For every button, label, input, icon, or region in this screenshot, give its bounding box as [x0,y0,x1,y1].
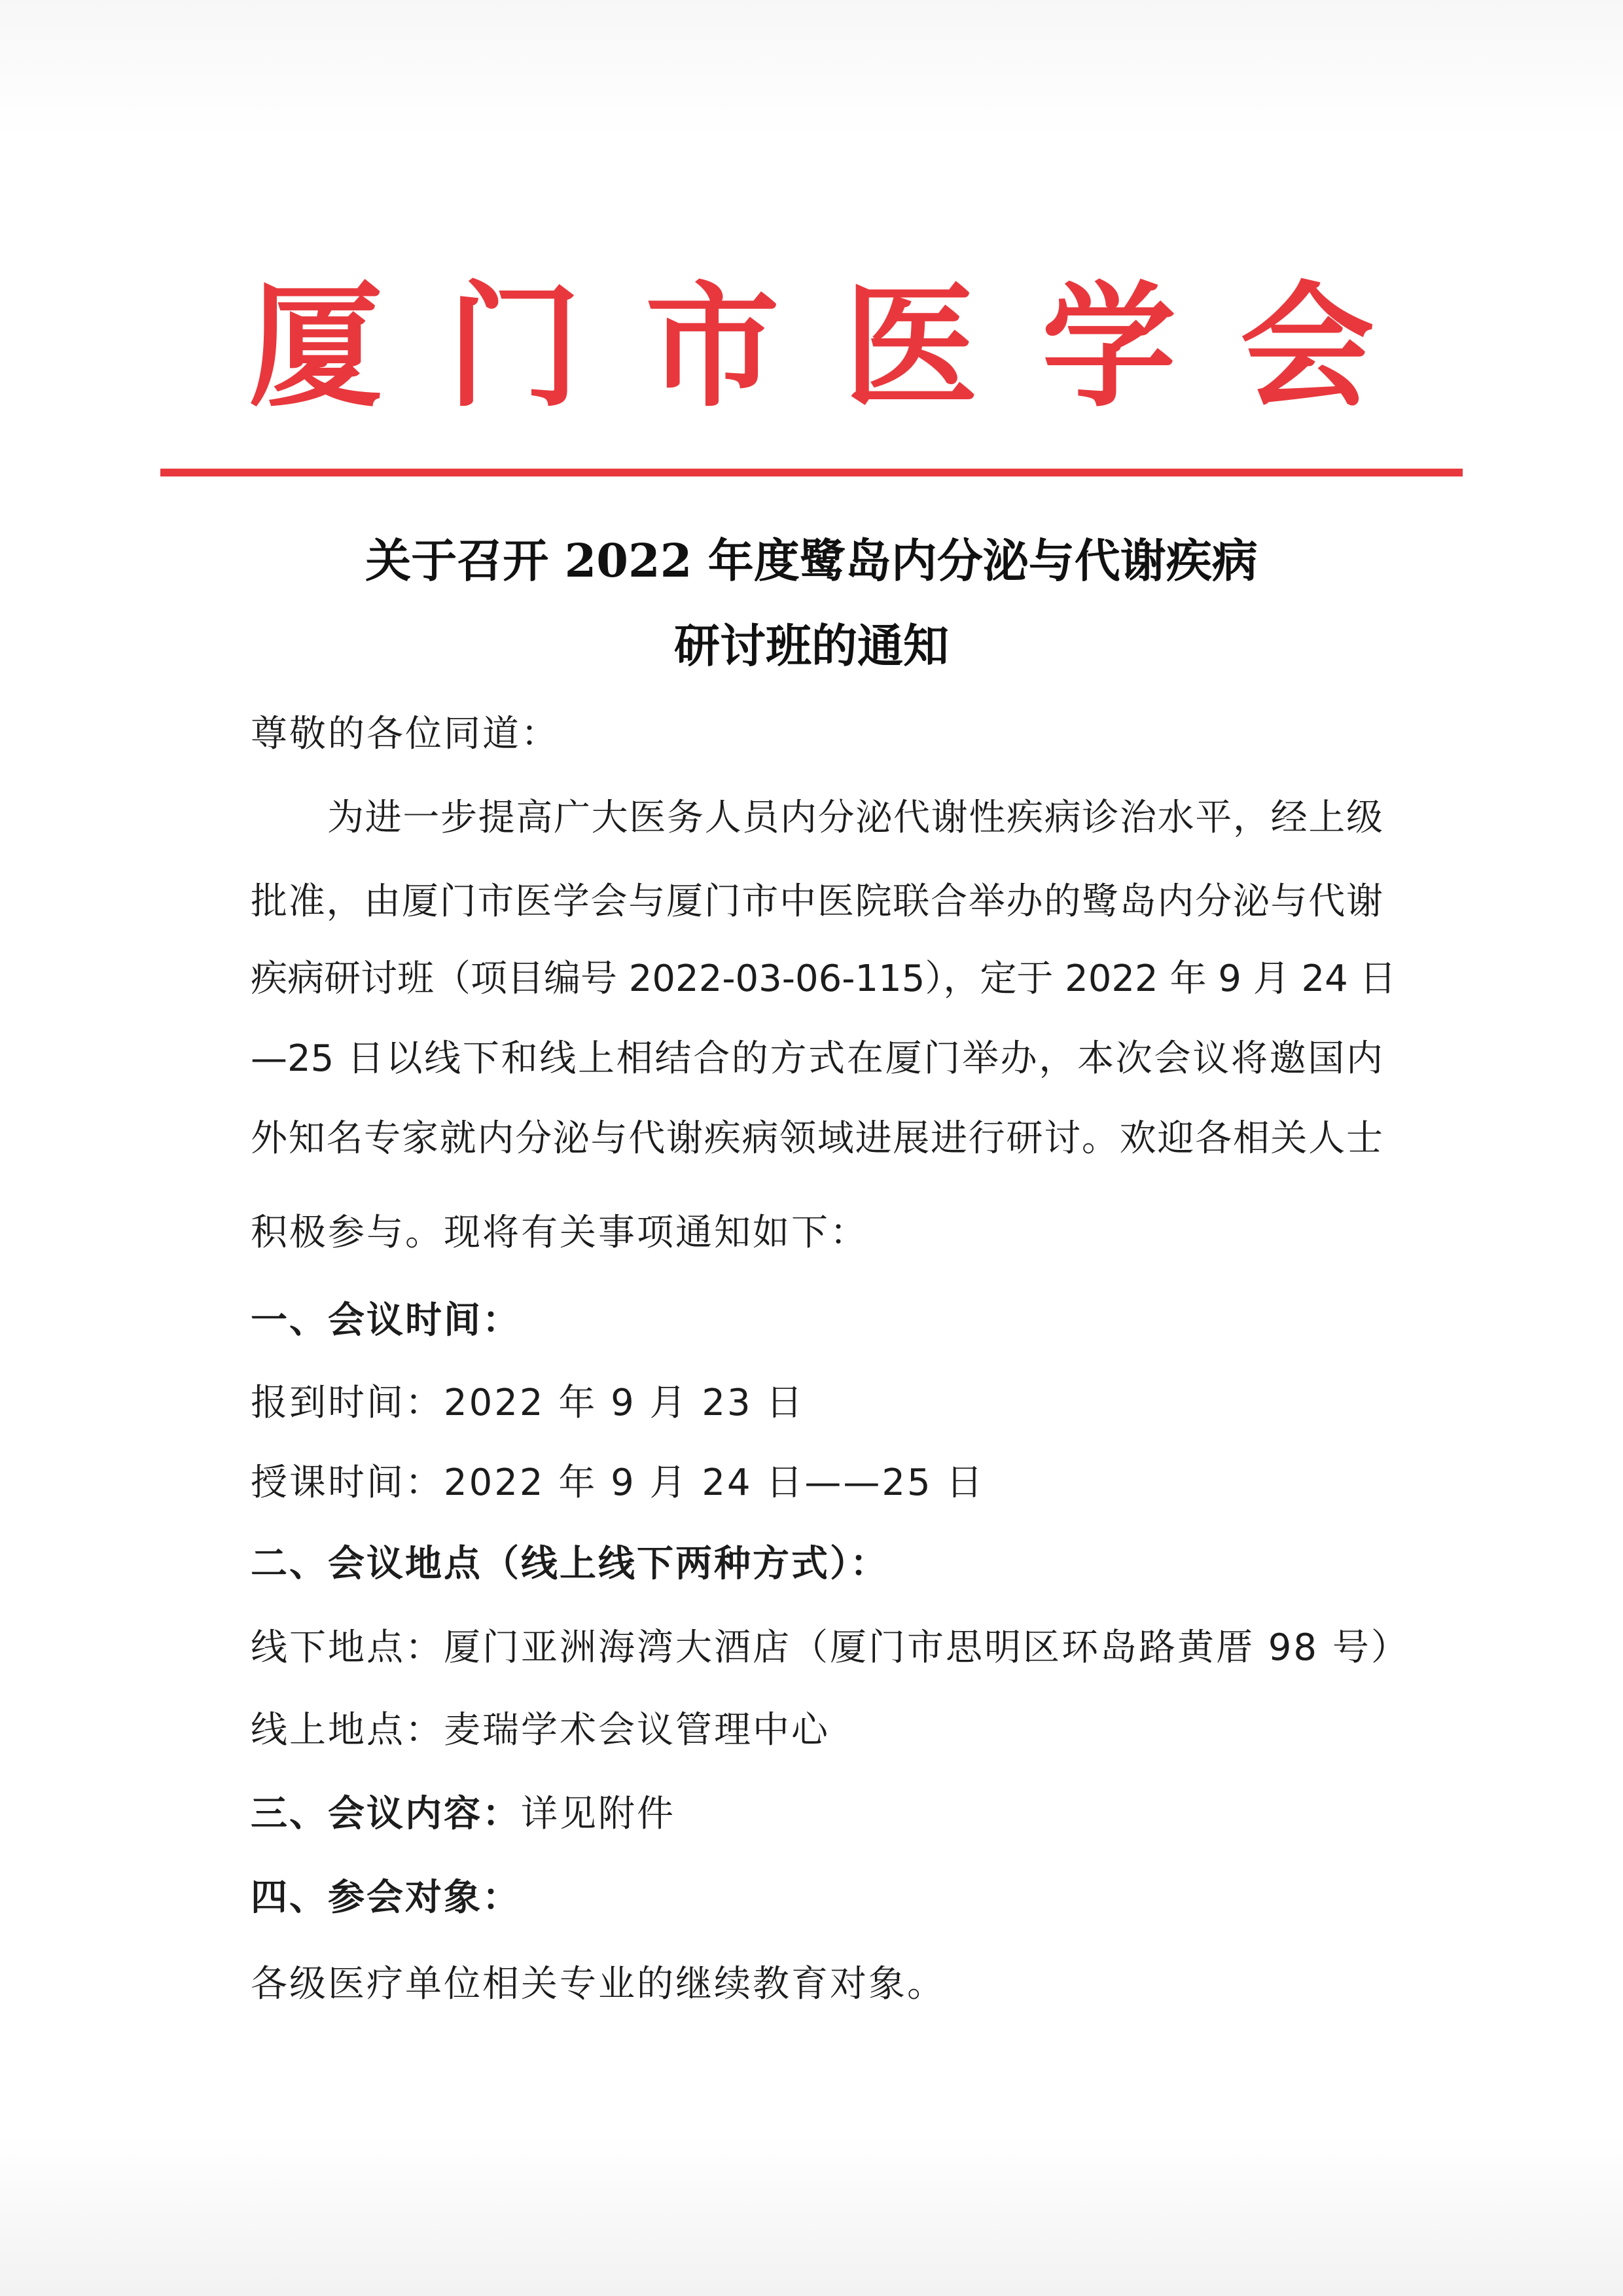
salutation: 尊敬的各位同道： [251,713,560,755]
letterhead-char: 市 [645,268,779,425]
section-heading-content: 三、会议内容： [251,1793,521,1835]
body-line: 批准，由厦门市医学会与厦门市中医院联合举办的鹭岛内分泌与代谢 [251,880,1383,923]
notice-title-line-2: 研讨班的通知 [674,619,949,673]
notice-title-line-1: 关于召开 2022 年度鹭岛内分泌与代谢疾病 [365,533,1258,588]
offline-location: 线下地点：厦门亚洲海湾大酒店（厦门市思明区环岛路黄厝 98 号） [251,1626,1410,1669]
section-heading-time: 一、会议时间： [251,1299,521,1342]
register-time: 报到时间：2022 年 9 月 23 日 [251,1382,805,1424]
audience-text: 各级医疗单位相关专业的继续教育对象。 [251,1963,946,2005]
letterhead-char: 会 [1240,268,1374,425]
section-heading-place: 二、会议地点（线上线下两种方式）： [251,1543,889,1585]
body-line: 为进一步提高广大医务人员内分泌代谢性疾病诊治水平，经上级 [327,797,1383,839]
content-text: 详见附件 [521,1793,675,1835]
letterhead [249,262,1374,432]
letterhead-char: 门 [447,268,581,425]
section-heading-audience: 四、参会对象： [251,1876,521,1919]
body-line: —25 日以线下和线上相结合的方式在厦门举办，本次会议将邀国内 [251,1037,1383,1080]
lecture-time: 授课时间：2022 年 9 月 24 日——25 日 [251,1462,985,1504]
body-line: 疾病研讨班（项目编号 2022-03-06-115），定于 2022 年 9 月 24 日 [251,958,1397,1000]
body-line: 外知名专家就内分泌与代谢疾病领域进展进行研讨。欢迎各相关人士 [251,1117,1383,1160]
letterhead-char: 厦 [249,268,383,425]
letterhead-char: 医 [844,268,978,425]
letterhead-divider [160,469,1463,476]
body-line: 积极参与。现将有关事项通知如下： [251,1211,868,1254]
section-content [251,1793,1383,1835]
letterhead-char: 学 [1042,268,1176,425]
online-location: 线上地点：麦瑞学术会议管理中心 [251,1709,830,1751]
